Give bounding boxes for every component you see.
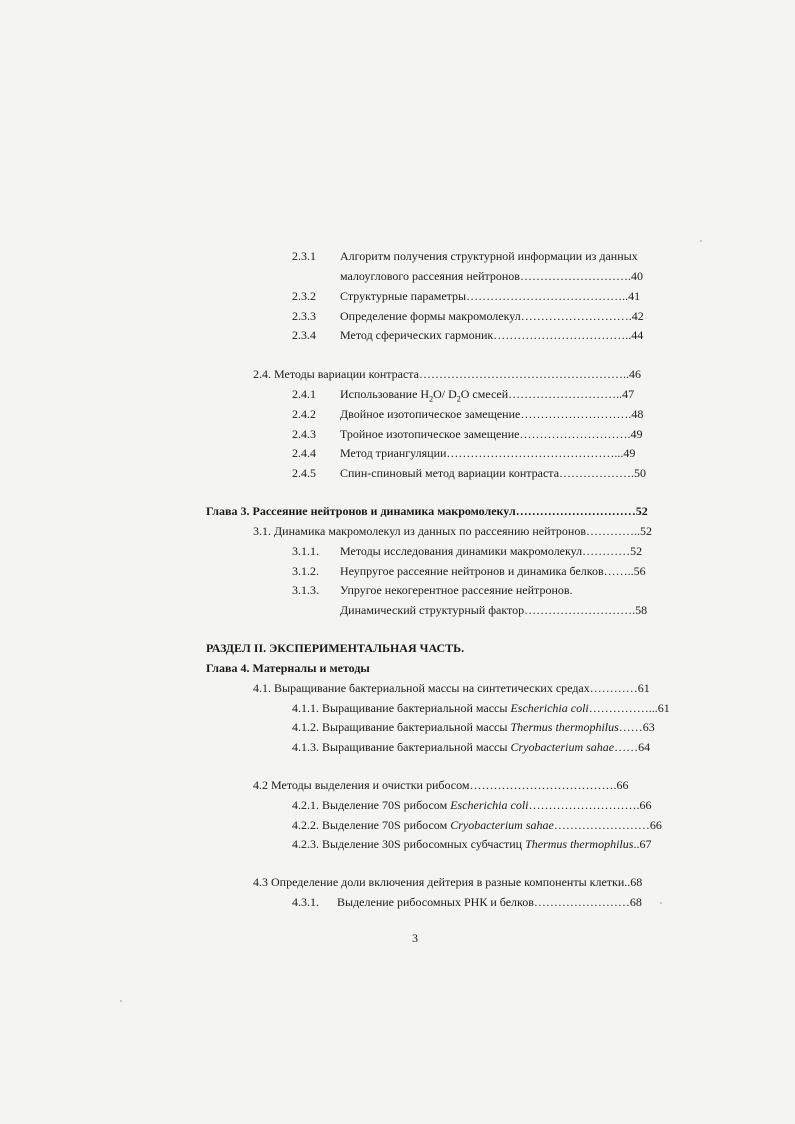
entry-title: Методы исследования динамики макромолекул…………52 bbox=[340, 544, 643, 558]
entry-title: Спин-спиновый метод вариации контраста……………….50 bbox=[340, 466, 647, 480]
entry-number: 2.3.4 bbox=[292, 328, 316, 342]
entry-title: Структурные параметры…………………………………..41 bbox=[340, 289, 641, 303]
entry-number: 4.3.1. bbox=[292, 895, 319, 909]
entry-number: 2.3.3 bbox=[292, 309, 316, 323]
entry-title: Алгоритм получения структурной информации из данных bbox=[340, 249, 638, 263]
entry-title: Определение формы макромолекул……………………….42 bbox=[340, 309, 644, 323]
entry-number: 2.3.1 bbox=[292, 249, 316, 263]
page-number: 3 bbox=[412, 931, 418, 945]
chapter-title: Глава 3. Рассеяние нейтронов и динамика макромолекул…………………………52 bbox=[206, 504, 648, 518]
entry-title: Неупругое рассеяние нейтронов и динамика белков……..56 bbox=[340, 564, 646, 578]
entry-title: малоуглового рассеяния нейтронов……………………….40 bbox=[340, 269, 643, 283]
entry-number: 2.4.2 bbox=[292, 407, 316, 421]
scan-speck bbox=[660, 902, 662, 904]
entry-title: 4.2.2. Выделение 70S рибосом Cryobacterium sahae……………………66 bbox=[292, 818, 662, 832]
entry-title: 4.1.2. Выращивание бактериальной массы Thermus thermophilus……63 bbox=[292, 720, 655, 734]
chapter-title: Глава 4. Матерналы и методы bbox=[206, 661, 370, 675]
entry-number: 2.4.3 bbox=[292, 427, 316, 441]
section-title: 3.1. Динамика макромолекул из данных по рассеянию нейтронов…………..52 bbox=[253, 524, 653, 538]
entry-title: Упругое некогерентное рассеяние нейтронов. bbox=[340, 583, 573, 597]
entry-title: Динамический структурный фактор……………………….58 bbox=[340, 603, 648, 617]
section-title: 4.1. Выращивание бактериальной массы на синтетических средах…………61 bbox=[253, 681, 650, 695]
section-title: 2.4. Методы вариации контраста……………………………………………..46 bbox=[253, 367, 641, 381]
entry-title: Метод сферических гармоник……………………………..44 bbox=[340, 328, 644, 342]
entry-title: Выделение рибосомных РНК и белков……………………68 bbox=[337, 895, 642, 909]
entry-number: 3.1.1. bbox=[292, 544, 319, 558]
scan-speck bbox=[120, 1000, 122, 1002]
entry-number: 2.4.5 bbox=[292, 466, 316, 480]
entry-number: 3.1.2. bbox=[292, 564, 319, 578]
entry-title: 4.1.1. Выращивание бактериальной массы Escherichia coli……………...61 bbox=[292, 701, 670, 715]
entry-title: 4.2.3. Выделение 30S рибосомных субчастиц Thermus thermophilus..67 bbox=[292, 837, 652, 851]
scan-speck bbox=[700, 240, 702, 242]
entry-title: 4.2.1. Выделение 70S рибосом Escherichia coli……………………….66 bbox=[292, 798, 652, 812]
entry-title: Использование $H_2O/$ $D_2O$ смесей………………………..47 bbox=[340, 387, 635, 404]
part-title: РАЗДЕЛ II. ЭКСПЕРИМЕНТАЛЬНАЯ ЧАСТЬ. bbox=[206, 641, 465, 655]
entry-number: 3.1.3. bbox=[292, 583, 319, 597]
entry-number: 2.3.2 bbox=[292, 289, 316, 303]
entry-title: Двойное изотопическое замещение……………………….48 bbox=[340, 407, 644, 421]
entry-number: 2.4.4 bbox=[292, 446, 316, 460]
section-title: 4.3 Определение доли включения дейтерия в разные компоненты клетки..68 bbox=[253, 875, 643, 889]
entry-title: 4.1.3. Выращивание бактериальной массы Cryobacterium sahae……64 bbox=[292, 740, 651, 754]
entry-title: Метод триангуляции……………………………………...49 bbox=[340, 446, 636, 460]
section-title: 4.2 Методы выделения и очистки рибосом……………………………….66 bbox=[253, 778, 629, 792]
entry-number: 2.4.1 bbox=[292, 387, 316, 401]
entry-title: Тройное изотопическое замещение……………………….49 bbox=[340, 427, 643, 441]
